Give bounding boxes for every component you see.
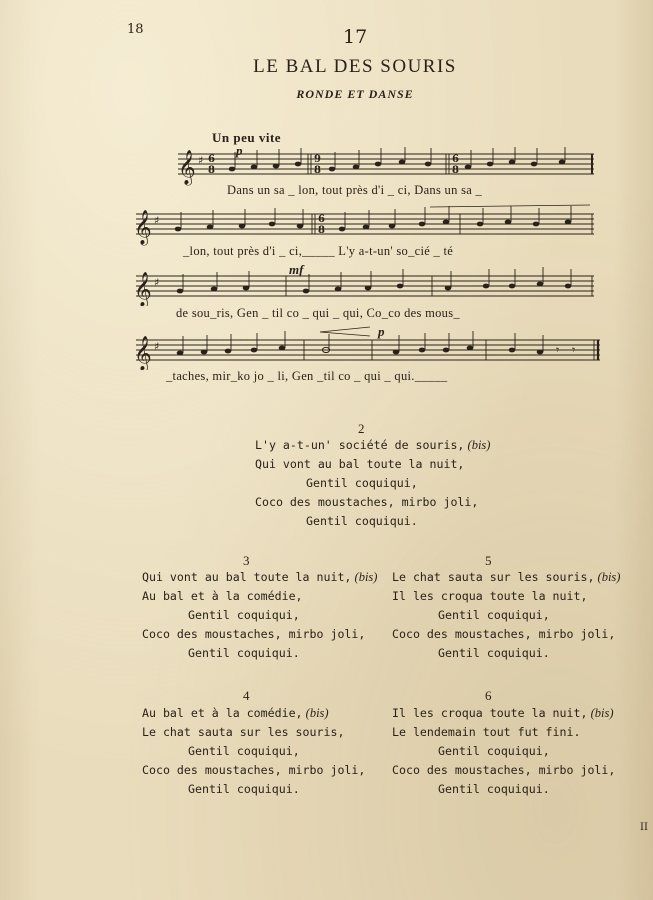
svg-text:♯: ♯ bbox=[198, 154, 204, 167]
svg-text:8: 8 bbox=[208, 165, 215, 176]
verse-line-text: Gentil coquiqui, bbox=[306, 476, 418, 490]
lyrics-line-2: _lon, tout près d'i _ ci,_____ L'y a-t-un' so_cié _ té bbox=[183, 244, 454, 258]
verse-5 bbox=[392, 568, 620, 663]
verse-line-text: Le chat sauta sur les souris, bbox=[142, 725, 345, 739]
svg-text:6: 6 bbox=[318, 214, 325, 225]
music-staff-3 bbox=[130, 264, 602, 306]
verse-line-text: Le chat sauta sur les souris, bbox=[392, 570, 595, 584]
svg-text:8: 8 bbox=[314, 165, 321, 176]
verse-line-text: Gentil coquiqui, bbox=[188, 744, 300, 758]
verse-line bbox=[142, 625, 377, 644]
verse-line bbox=[142, 587, 377, 606]
svg-text:𝄾: 𝄾 bbox=[556, 343, 560, 357]
verse-line-text: Il les croqua toute la nuit, bbox=[392, 589, 588, 603]
verse-line-text: Qui vont au bal toute la nuit, bbox=[255, 457, 465, 471]
svg-text:♯: ♯ bbox=[154, 340, 160, 353]
verse-line bbox=[392, 644, 620, 663]
verse-line bbox=[392, 568, 620, 587]
verse-line-text: Au bal et à la comédie, bbox=[142, 706, 303, 720]
dynamic-mf: mf bbox=[289, 262, 304, 277]
verse-line-text: Coco des moustaches, mirbo joli, bbox=[142, 763, 366, 777]
song-subtitle: RONDE ET DANSE bbox=[296, 87, 414, 101]
verse-number: 6 bbox=[485, 688, 492, 703]
song-number: 17 bbox=[343, 26, 368, 48]
bis-marker: (bis) bbox=[464, 438, 491, 452]
verse-line bbox=[255, 493, 490, 512]
verse-line-text: Le lendemain tout fut fini. bbox=[392, 725, 581, 739]
verse-line bbox=[142, 780, 365, 799]
verse-line bbox=[142, 761, 365, 780]
verse-line bbox=[142, 723, 365, 742]
verse-number: 5 bbox=[485, 553, 492, 568]
verse-number: 2 bbox=[358, 421, 365, 436]
verse-4 bbox=[142, 704, 365, 799]
svg-text:8: 8 bbox=[318, 225, 325, 236]
music-staff-2 bbox=[130, 204, 602, 246]
lyrics-line-4: _taches, mir_ko jo _ li, Gen _til co _ qui _ qui._____ bbox=[166, 369, 448, 383]
bis-marker: (bis) bbox=[594, 570, 621, 584]
verse-line-text: Au bal et à la comédie, bbox=[142, 589, 303, 603]
verse-3 bbox=[142, 568, 377, 663]
svg-text:𝄞: 𝄞 bbox=[134, 272, 152, 306]
verse-line bbox=[392, 625, 620, 644]
verse-line bbox=[255, 455, 490, 474]
music-staff-4 bbox=[130, 324, 602, 370]
svg-text:♯: ♯ bbox=[154, 276, 160, 289]
verse-line-text: Gentil coquiqui. bbox=[438, 782, 550, 796]
bis-marker: (bis) bbox=[587, 706, 614, 720]
verse-line bbox=[255, 474, 490, 493]
verse-line bbox=[392, 587, 620, 606]
svg-text:𝄾: 𝄾 bbox=[572, 343, 576, 357]
tempo-marking: Un peu vite bbox=[212, 130, 282, 145]
lyrics-line-1: Dans un sa _ lon, tout près d'i _ ci, Dans un sa _ bbox=[227, 183, 483, 197]
verse-line bbox=[392, 704, 615, 723]
page-number: 18 bbox=[127, 22, 144, 37]
verse-number: 3 bbox=[243, 553, 250, 568]
verse-line-text: Qui vont au bal toute la nuit, bbox=[142, 570, 352, 584]
svg-text:9: 9 bbox=[314, 154, 321, 165]
verse-line-text: Coco des moustaches, mirbo joli, bbox=[142, 627, 366, 641]
bis-marker: (bis) bbox=[302, 706, 329, 720]
verse-line-text: Coco des moustaches, mirbo joli, bbox=[392, 763, 616, 777]
dynamic-p-2: p bbox=[378, 324, 385, 339]
verse-line-text: Coco des moustaches, mirbo joli, bbox=[392, 627, 616, 641]
svg-text:6: 6 bbox=[452, 154, 459, 165]
verse-line bbox=[142, 644, 377, 663]
verse-line-text: Il les croqua toute la nuit, bbox=[392, 706, 588, 720]
svg-text:♯: ♯ bbox=[154, 214, 160, 227]
verse-line bbox=[142, 704, 365, 723]
bis-marker: (bis) bbox=[351, 570, 378, 584]
svg-text:𝄞: 𝄞 bbox=[178, 150, 196, 185]
verse-line-text: L'y a-t-un' société de souris, bbox=[255, 438, 465, 452]
verse-line-text: Gentil coquiqui, bbox=[438, 744, 550, 758]
svg-text:𝄞: 𝄞 bbox=[134, 336, 152, 370]
verse-line bbox=[392, 723, 615, 742]
dynamic-p-1: p bbox=[236, 143, 243, 158]
lyrics-line-3: de sou_ris, Gen _ til co _ qui _ qui, Co_co des mous_ bbox=[176, 306, 460, 320]
song-title: LE BAL DES SOURIS bbox=[253, 56, 457, 77]
verse-line bbox=[255, 436, 490, 455]
verse-line bbox=[392, 761, 615, 780]
verse-line bbox=[392, 742, 615, 761]
verse-line-text: Gentil coquiqui. bbox=[438, 646, 550, 660]
verse-line bbox=[142, 606, 377, 625]
verse-line bbox=[142, 568, 377, 587]
verse-line-text: Gentil coquiqui. bbox=[306, 514, 418, 528]
verse-line bbox=[142, 742, 365, 761]
verse-line bbox=[392, 780, 615, 799]
verse-line-text: Gentil coquiqui, bbox=[188, 608, 300, 622]
verse-number: 4 bbox=[243, 688, 250, 703]
verse-line bbox=[392, 606, 620, 625]
verse-2 bbox=[255, 436, 490, 531]
svg-text:𝄞: 𝄞 bbox=[134, 210, 152, 245]
verse-line-text: Gentil coquiqui, bbox=[438, 608, 550, 622]
verse-line bbox=[255, 512, 490, 531]
svg-text:6: 6 bbox=[208, 154, 215, 165]
verse-line-text: Coco des moustaches, mirbo joli, bbox=[255, 495, 479, 509]
verse-line-text: Gentil coquiqui. bbox=[188, 646, 300, 660]
verse-6 bbox=[392, 704, 615, 799]
verse-line-text: Gentil coquiqui. bbox=[188, 782, 300, 796]
margin-mark: II bbox=[640, 822, 648, 833]
svg-text:8: 8 bbox=[452, 165, 459, 176]
